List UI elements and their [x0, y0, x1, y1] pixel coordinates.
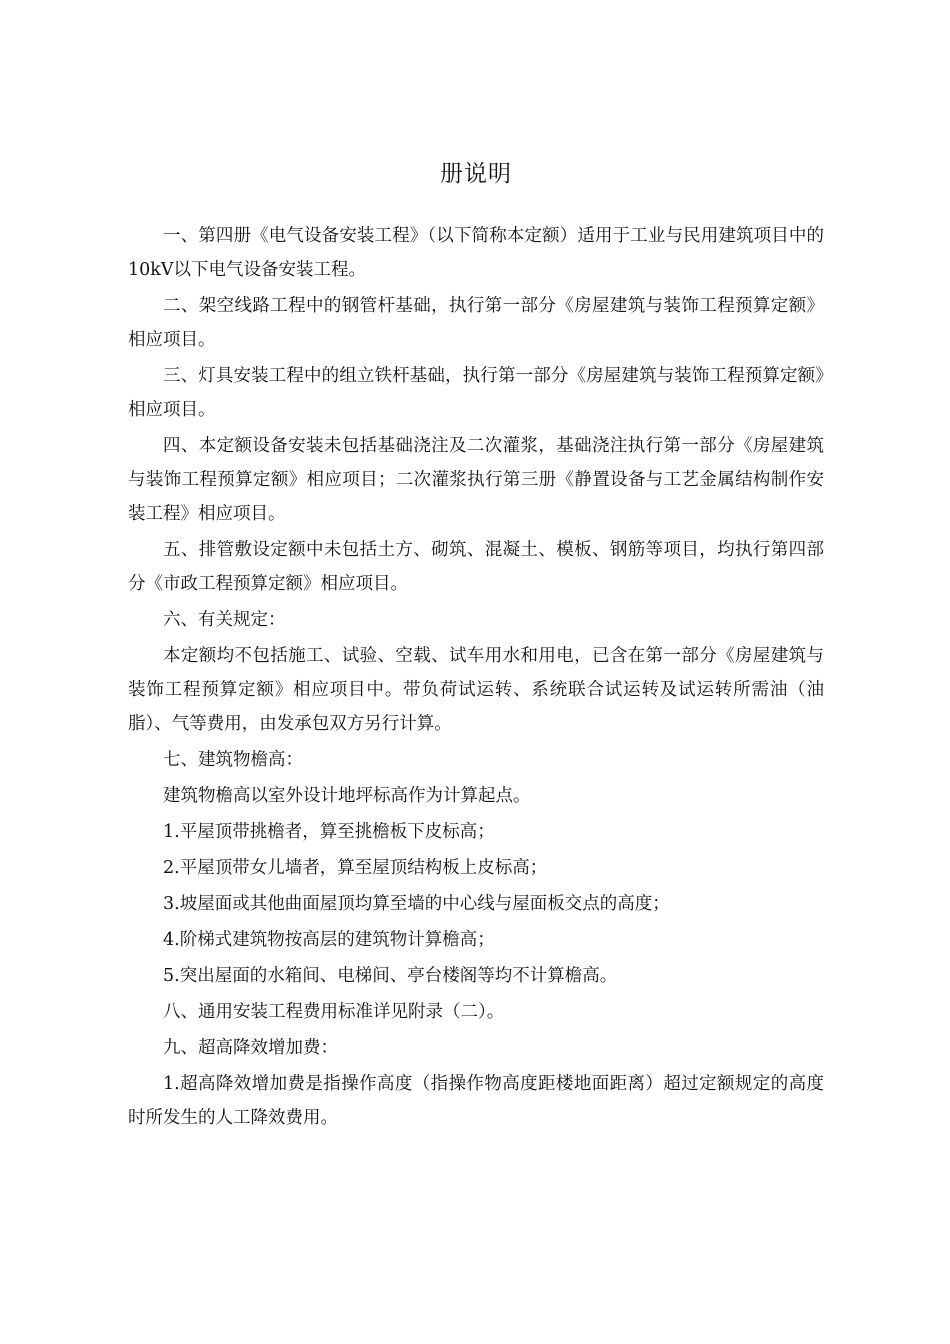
paragraph-4: 四、本定额设备安装未包括基础浇注及二次灌浆，基础浇注执行第一部分《房屋建筑与装饰工程预算定额》相应项目；二次灌浆执行第三册《静置设备与工艺金属结构制作安装工程》相应项目。: [128, 436, 824, 524]
paragraph-12: 3.坡屋面或其他曲面屋顶均算至墙的中心线与屋面板交点的高度；: [163, 894, 670, 914]
paragraph-7: 本定额均不包括施工、试验、空载、试车用水和用电，已含在第一部分《房屋建筑与装饰工程预算定额》相应项目中。带负荷试运转、系统联合试运转及试运转所需油（油脂）、气等费用，由发承包双方另行计算。: [128, 646, 824, 734]
paragraph-1: 一、第四册《电气设备安装工程》（以下简称本定额）适用于工业与民用建筑项目中的10kV以下电气设备安装工程。: [128, 226, 824, 280]
paragraph-6: 六、有关规定：: [163, 610, 286, 630]
paragraph-3: 三、灯具安装工程中的组立铁杆基础，执行第一部分《房屋建筑与装饰工程预算定额》相应项目。: [128, 366, 824, 420]
paragraph-17: 1.超高降效增加费是指操作高度（指操作物高度距楼地面距离）超过定额规定的高度时所发生的人工降效费用。: [128, 1074, 824, 1128]
paragraph-10: 1.平屋顶带挑檐者，算至挑檐板下皮标高；: [163, 822, 495, 842]
paragraph-8: 七、建筑物檐高：: [163, 750, 303, 770]
page-title: 册说明: [440, 161, 512, 187]
paragraph-13: 4.阶梯式建筑物按高层的建筑物计算檐高；: [163, 930, 495, 950]
paragraph-5: 五、排管敷设定额中未包括土方、砌筑、混凝土、模板、钢筋等项目，均执行第四部分《市政工程预算定额》相应项目。: [128, 540, 824, 594]
paragraph-2: 二、架空线路工程中的钢管杆基础，执行第一部分《房屋建筑与装饰工程预算定额》相应项目。: [128, 296, 824, 350]
paragraph-14: 5.突出屋面的水箱间、电梯间、亭台楼阁等均不计算檐高。: [163, 966, 618, 986]
paragraph-16: 九、超高降效增加费：: [163, 1038, 338, 1058]
paragraph-11: 2.平屋顶带女儿墙者，算至屋顶结构板上皮标高；: [163, 858, 548, 878]
paragraph-9: 建筑物檐高以室外设计地坪标高作为计算起点。: [163, 786, 531, 806]
paragraph-15: 八、通用安装工程费用标准详见附录（二）。: [163, 1002, 505, 1022]
